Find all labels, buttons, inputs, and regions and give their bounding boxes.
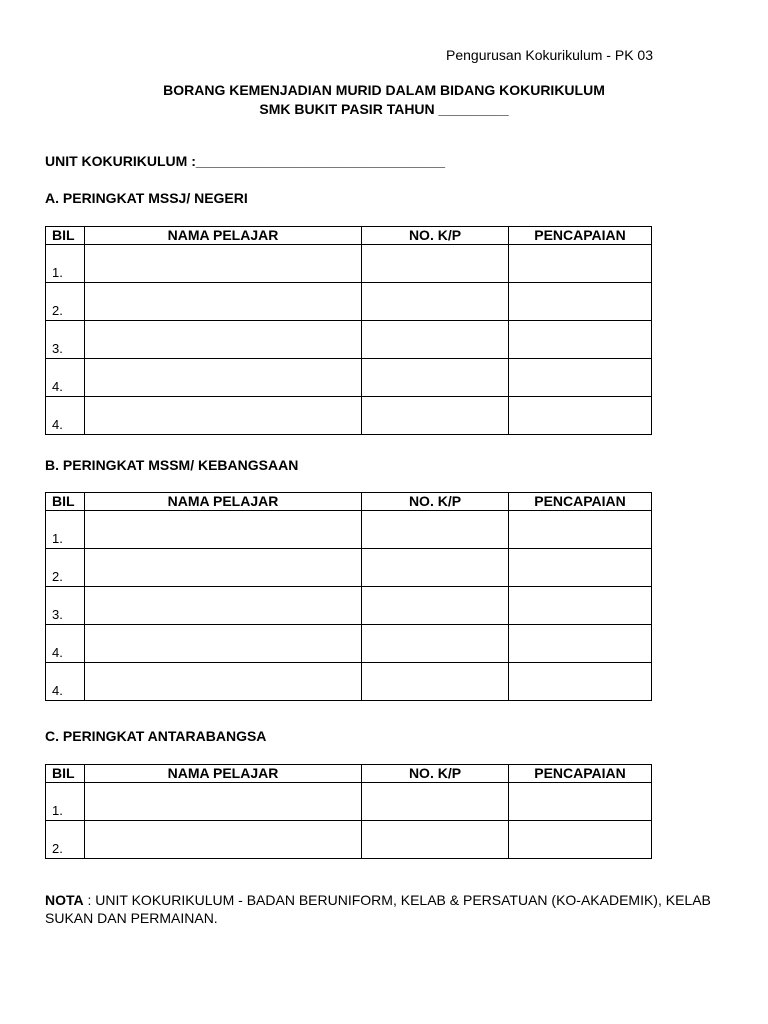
bil-cell: 4.: [46, 625, 85, 663]
column-header-nama-pelajar: NAMA PELAJAR: [85, 227, 362, 245]
no-kp-cell[interactable]: [362, 359, 509, 397]
bil-cell: 3.: [46, 587, 85, 625]
section-c-table: [45, 764, 652, 859]
document-reference: Pengurusan Kokurikulum - PK 03: [446, 47, 653, 63]
pencapaian-cell[interactable]: [509, 359, 652, 397]
nama-pelajar-cell[interactable]: [85, 245, 362, 283]
pencapaian-cell[interactable]: [509, 783, 652, 821]
bil-cell: 1.: [46, 245, 85, 283]
bil-cell: 1.: [46, 783, 85, 821]
note-paragraph: [45, 891, 725, 927]
column-header-pencapaian: PENCAPAIAN: [509, 493, 652, 511]
table-row: [46, 397, 652, 435]
table-row: [46, 245, 652, 283]
column-header-nama-pelajar: NAMA PELAJAR: [85, 493, 362, 511]
pencapaian-cell[interactable]: [509, 245, 652, 283]
column-header-pencapaian: PENCAPAIAN: [509, 227, 652, 245]
no-kp-cell[interactable]: [362, 587, 509, 625]
bil-cell: 2.: [46, 821, 85, 859]
table-row: [46, 783, 652, 821]
pencapaian-cell[interactable]: [509, 549, 652, 587]
pencapaian-cell[interactable]: [509, 283, 652, 321]
no-kp-cell[interactable]: [362, 625, 509, 663]
school-year-line: SMK BUKIT PASIR TAHUN _________: [259, 101, 509, 117]
bil-cell: 1.: [46, 511, 85, 549]
nama-pelajar-cell[interactable]: [85, 783, 362, 821]
pencapaian-cell[interactable]: [509, 625, 652, 663]
nama-pelajar-cell[interactable]: [85, 321, 362, 359]
pencapaian-cell[interactable]: [509, 511, 652, 549]
column-header-bil: BIL: [46, 227, 85, 245]
no-kp-cell[interactable]: [362, 245, 509, 283]
table-row: [46, 511, 652, 549]
column-header-bil: BIL: [46, 493, 85, 511]
bil-cell: 2.: [46, 549, 85, 587]
note-label: NOTA: [45, 892, 84, 908]
table-row: [46, 321, 652, 359]
pencapaian-cell[interactable]: [509, 821, 652, 859]
nama-pelajar-cell[interactable]: [85, 663, 362, 701]
no-kp-cell[interactable]: [362, 321, 509, 359]
nama-pelajar-cell[interactable]: [85, 397, 362, 435]
table-row: [46, 359, 652, 397]
column-header-no-kp: NO. K/P: [362, 227, 509, 245]
no-kp-cell[interactable]: [362, 511, 509, 549]
table-row: [46, 625, 652, 663]
nama-pelajar-cell[interactable]: [85, 511, 362, 549]
pencapaian-cell[interactable]: [509, 397, 652, 435]
table-row: [46, 587, 652, 625]
section-a-table: [45, 226, 652, 435]
table-row: [46, 821, 652, 859]
section-b-table: [45, 492, 652, 701]
column-header-no-kp: NO. K/P: [362, 493, 509, 511]
nama-pelajar-cell[interactable]: [85, 283, 362, 321]
section-c-heading: C. PERINGKAT ANTARABANGSA: [45, 728, 267, 744]
table-row: [46, 549, 652, 587]
table-row: [46, 663, 652, 701]
column-header-pencapaian: PENCAPAIAN: [509, 765, 652, 783]
bil-cell: 2.: [46, 283, 85, 321]
table-header-row: [46, 765, 652, 783]
no-kp-cell[interactable]: [362, 283, 509, 321]
no-kp-cell[interactable]: [362, 397, 509, 435]
bil-cell: 4.: [46, 397, 85, 435]
nama-pelajar-cell[interactable]: [85, 587, 362, 625]
form-title: BORANG KEMENJADIAN MURID DALAM BIDANG KOKURIKULUM: [163, 82, 605, 98]
column-header-no-kp: NO. K/P: [362, 765, 509, 783]
bil-cell: 3.: [46, 321, 85, 359]
pencapaian-cell[interactable]: [509, 321, 652, 359]
table-header-row: [46, 493, 652, 511]
nama-pelajar-cell[interactable]: [85, 549, 362, 587]
bil-cell: 4.: [46, 663, 85, 701]
nama-pelajar-cell[interactable]: [85, 359, 362, 397]
bil-cell: 4.: [46, 359, 85, 397]
section-a-heading: A. PERINGKAT MSSJ/ NEGERI: [45, 190, 248, 206]
table-row: [46, 283, 652, 321]
no-kp-cell[interactable]: [362, 783, 509, 821]
column-header-bil: BIL: [46, 765, 85, 783]
table-header-row: [46, 227, 652, 245]
no-kp-cell[interactable]: [362, 663, 509, 701]
no-kp-cell[interactable]: [362, 821, 509, 859]
note-text: : UNIT KOKURIKULUM - BADAN BERUNIFORM, KELAB & PERSATUAN (KO-AKADEMIK), KELAB SUKAN DAN PERMAINAN.: [45, 892, 711, 926]
pencapaian-cell[interactable]: [509, 587, 652, 625]
section-b-heading: B. PERINGKAT MSSM/ KEBANGSAAN: [45, 457, 299, 473]
no-kp-cell[interactable]: [362, 549, 509, 587]
column-header-nama-pelajar: NAMA PELAJAR: [85, 765, 362, 783]
nama-pelajar-cell[interactable]: [85, 625, 362, 663]
unit-kokurikulum-field[interactable]: UNIT KOKURIKULUM :________________________________: [45, 153, 446, 169]
nama-pelajar-cell[interactable]: [85, 821, 362, 859]
pencapaian-cell[interactable]: [509, 663, 652, 701]
